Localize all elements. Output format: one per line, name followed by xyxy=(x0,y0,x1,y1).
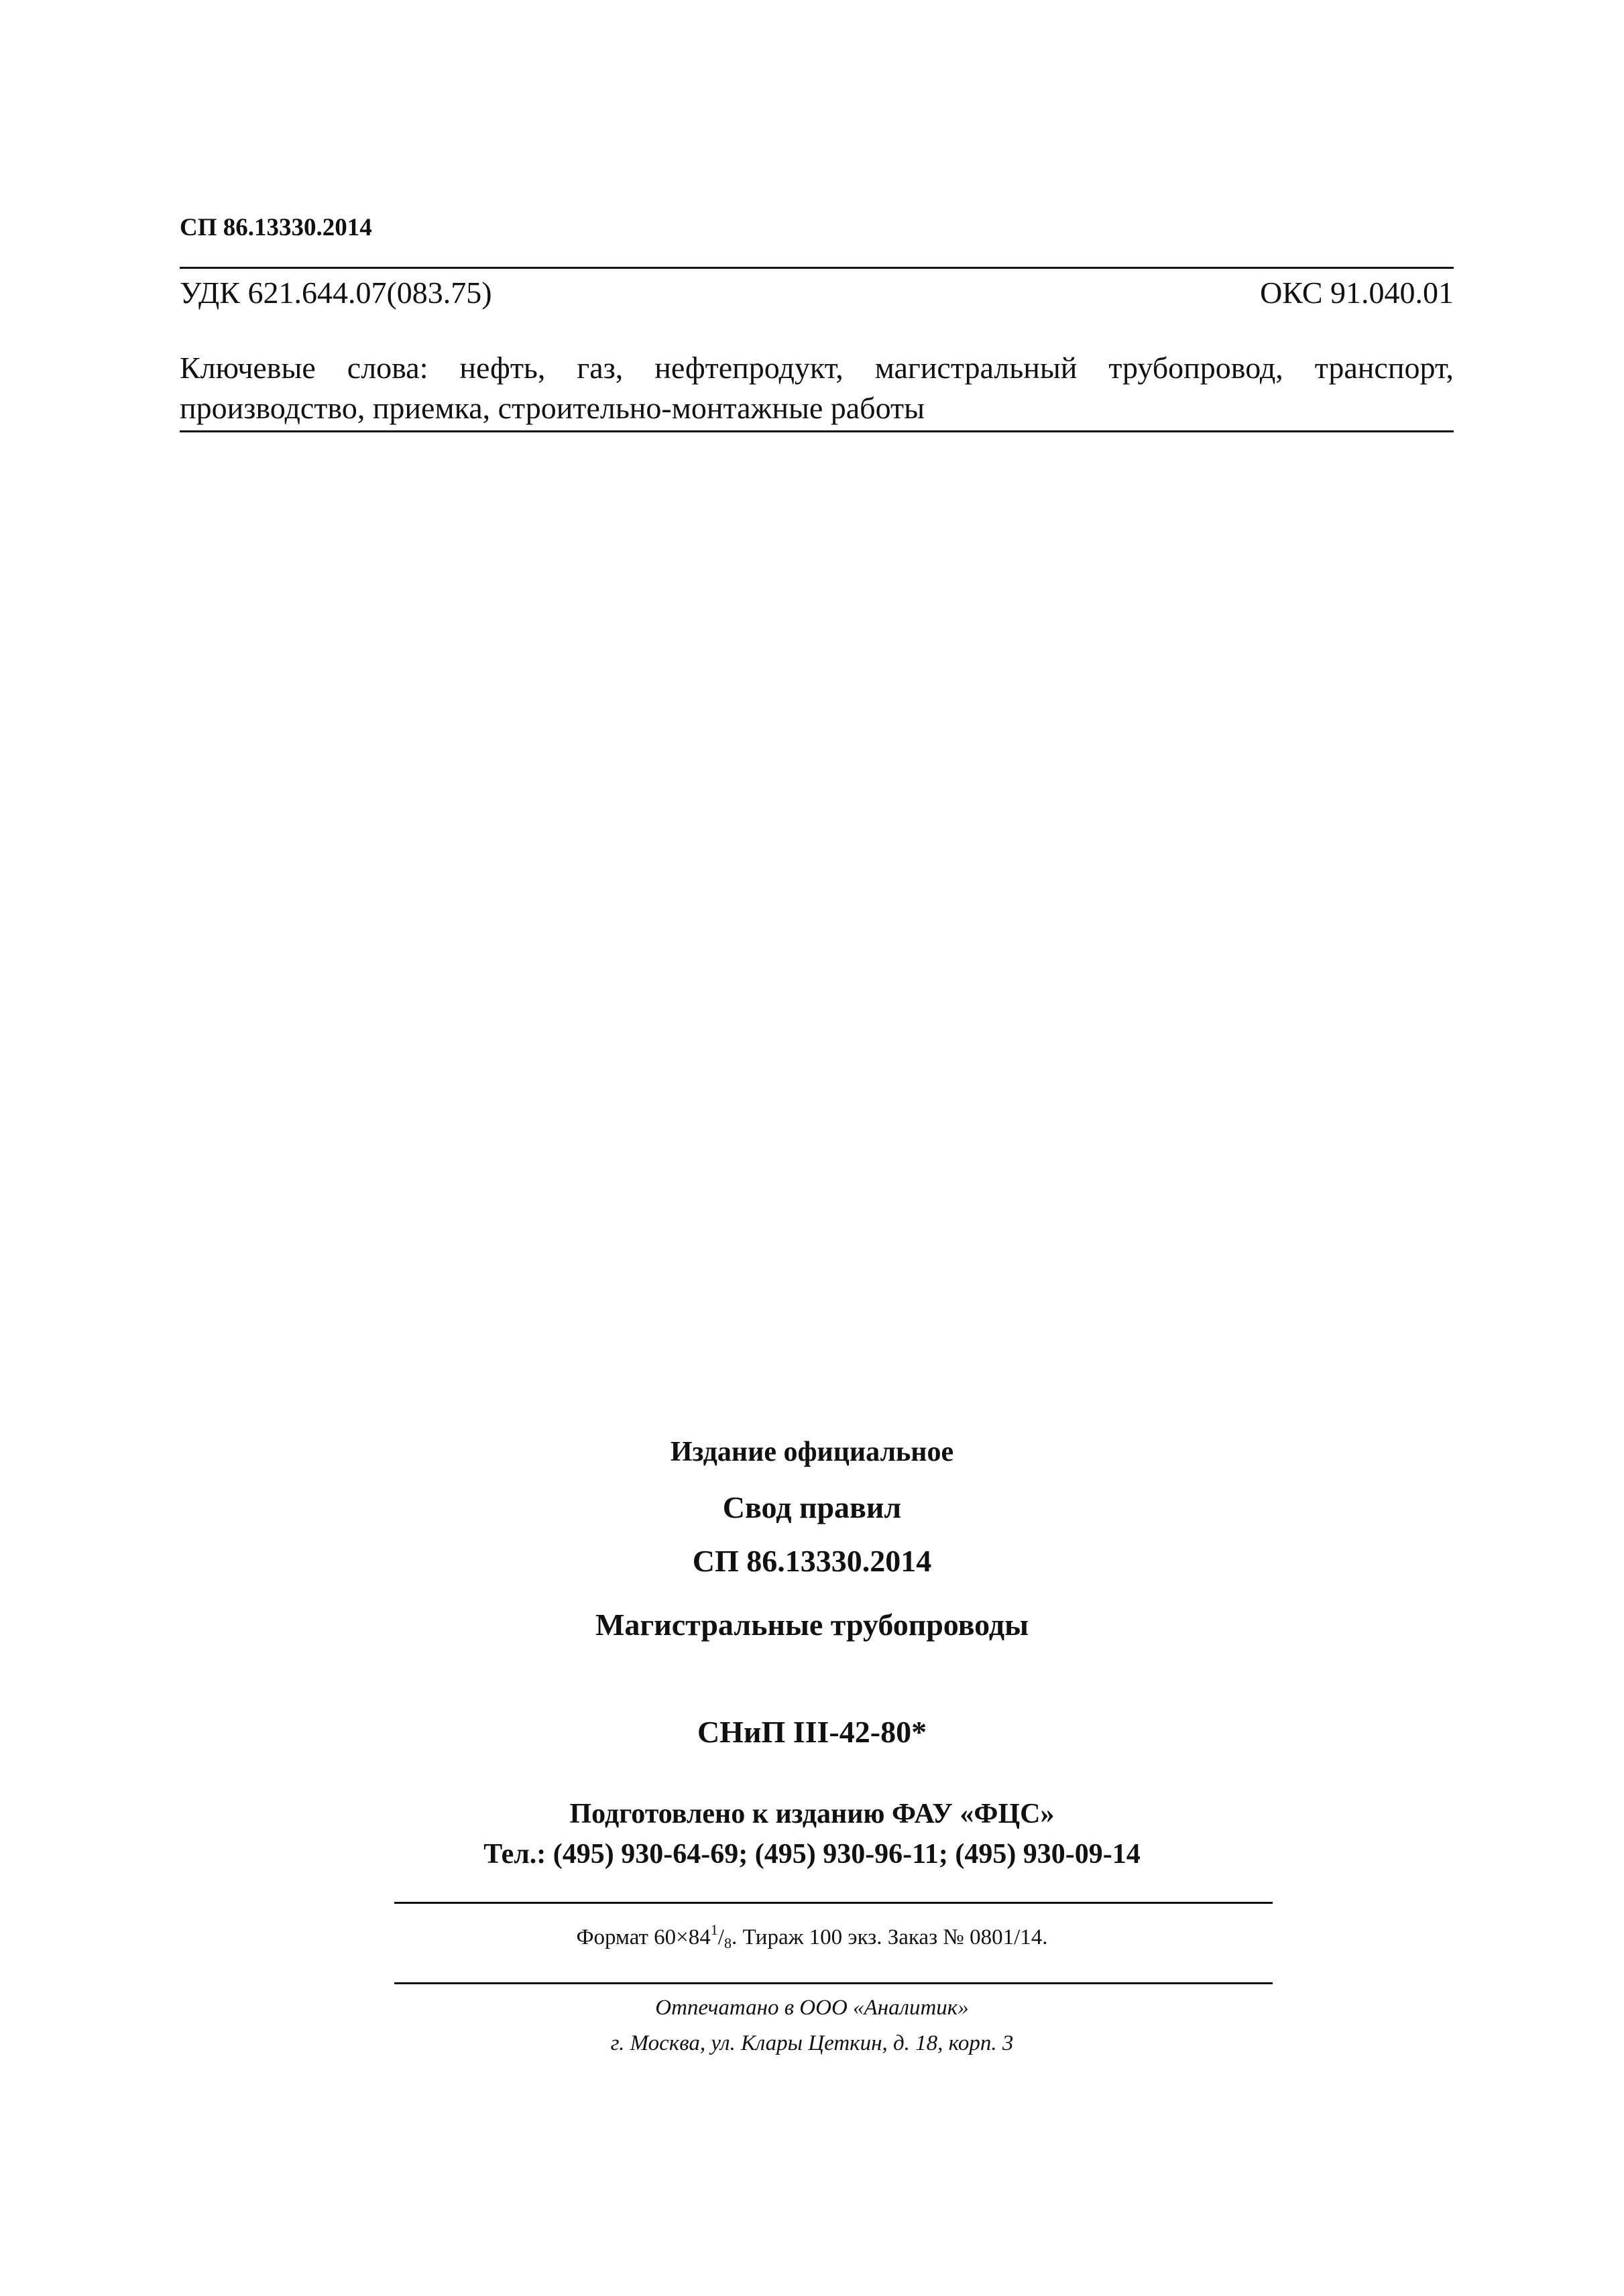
format-rest: . Тираж 100 экз. Заказ № 0801/14. xyxy=(731,1925,1048,1949)
imprint-rule-bottom xyxy=(394,1982,1273,1984)
format-slash: / xyxy=(717,1925,724,1949)
format-line xyxy=(0,1921,1624,1951)
rules-set-label: Свод правил xyxy=(722,1490,902,1524)
document-code-imprint: СП 86.13330.2014 xyxy=(692,1544,932,1578)
document-code-header: СП 86.13330.2014 xyxy=(180,214,372,241)
printer-address: г. Москва, ул. Клары Цеткин, д. 18, корп. 3 xyxy=(610,2031,1014,2055)
printed-by: Отпечатано в ООО «Аналитик» xyxy=(655,1996,969,2020)
keywords-rule xyxy=(180,430,1454,432)
udk-code: УДК 621.644.07(083.75) xyxy=(180,276,492,310)
official-edition-label: Издание официальное xyxy=(670,1437,954,1467)
keywords-line-2: производство, приемка, строительно-монтажные работы xyxy=(180,391,925,425)
format-prefix: Формат 60×84 xyxy=(576,1925,711,1949)
format-subscript: 8 xyxy=(723,1935,732,1951)
prepared-by: Подготовлено к изданию ФАУ «ФЦС» xyxy=(569,1799,1055,1829)
phone-numbers: Тел.: (495) 930-64-69; (495) 930-96-11; (495) 930-09-14 xyxy=(483,1839,1141,1870)
format-superscript: 1 xyxy=(710,1921,718,1938)
document-title: Магистральные трубопроводы xyxy=(595,1608,1029,1642)
oks-code: ОКС 91.040.01 xyxy=(1260,276,1454,310)
keywords-line-1: Ключевые слова: нефть, газ, нефтепродукт, магистральный трубопровод, транспорт, xyxy=(180,351,1454,385)
snip-code: СНиП III-42-80* xyxy=(697,1715,927,1749)
header-rule xyxy=(180,267,1454,269)
imprint-rule-top xyxy=(394,1902,1273,1904)
